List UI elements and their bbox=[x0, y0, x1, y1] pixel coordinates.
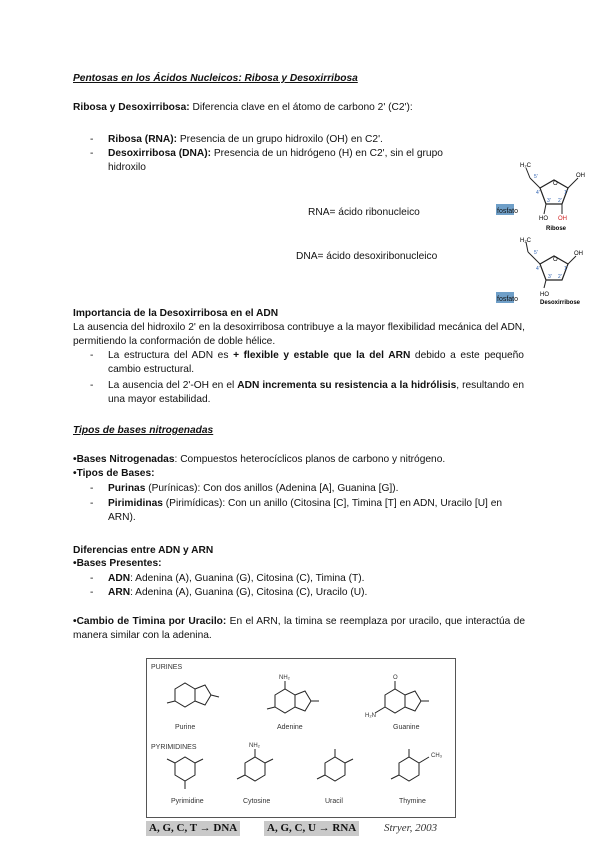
deoxy-tag: fosfato bbox=[497, 296, 519, 303]
bond bbox=[544, 204, 546, 214]
pyrimidines-rest: (Pirimídicas): Con un anillo (Citosina [C], Timina [T] en ADN, Uracilo [U] en ARN). bbox=[108, 498, 503, 523]
section4-title: Diferencias entre ADN y ARN bbox=[73, 545, 214, 556]
guanine-label: Guanine bbox=[393, 724, 420, 731]
dash: - bbox=[90, 498, 94, 509]
cytosine-structure bbox=[237, 749, 273, 781]
ribose-tag: fosfato bbox=[497, 208, 519, 215]
ho-label: HO bbox=[540, 292, 549, 298]
deoxy-caption: Desoxirribose bbox=[540, 300, 581, 306]
guanine-structure bbox=[365, 675, 429, 719]
arn-bold: ARN bbox=[108, 587, 131, 598]
pyrimidines-header: PYRIMIDINES bbox=[151, 744, 197, 751]
hydrolysis-bullet bbox=[108, 379, 524, 406]
section2-paragraph: La ausencia del hidroxilo 2' en la desoxirribosa contribuye a la mayor flexibilidad mecánica del ADN, permitiendo la conformación de doble hélice. bbox=[73, 322, 525, 347]
c5-label: 5' bbox=[534, 174, 538, 180]
ch2-label: H₂C bbox=[520, 238, 531, 244]
dash: - bbox=[90, 380, 94, 391]
pyrimidine-structure bbox=[167, 757, 203, 789]
dna-label: DNA= ácido desoxiribonucleico bbox=[296, 251, 438, 262]
ho-label: HO bbox=[539, 216, 548, 222]
c4-label: 4' bbox=[536, 190, 540, 196]
ribose-rest: Presencia de un grupo hidroxilo (OH) en C2'. bbox=[177, 134, 383, 145]
figure-credit: Stryer, 2003 bbox=[384, 822, 438, 834]
c2-label: 2' bbox=[558, 198, 562, 204]
c1-label: 1' bbox=[564, 190, 568, 196]
ribose-caption: Ribose bbox=[546, 226, 567, 232]
ring-o: O bbox=[553, 181, 558, 187]
deoxyribose-bullet-cont: hidroxilo bbox=[108, 162, 146, 173]
purines-rest: (Purínicas): Con dos anillos (Adenina [A], Guanina [G]). bbox=[145, 483, 399, 494]
flex-bold: + flexible y estable que la del ARN bbox=[233, 350, 411, 361]
cytosine-nh2: NH₂ bbox=[249, 743, 260, 749]
bond bbox=[568, 256, 576, 264]
bases-figure bbox=[146, 658, 456, 818]
bases-figure-svg bbox=[147, 659, 455, 817]
bases-present-heading: •Bases Presentes: bbox=[73, 558, 162, 569]
dash: - bbox=[90, 587, 94, 598]
pyrimidine-label: Pyrimidine bbox=[171, 798, 204, 805]
types-heading: •Tipos de Bases: bbox=[73, 468, 155, 479]
hydro-a: La ausencia del 2'-OH en el bbox=[108, 380, 238, 391]
ribose-bullet bbox=[108, 133, 498, 147]
pyrimidines-item bbox=[108, 497, 526, 524]
dash: - bbox=[90, 350, 94, 361]
deoxyribose-structure bbox=[496, 236, 586, 306]
oh2-label: OH bbox=[558, 216, 567, 222]
c5-label: 5' bbox=[534, 250, 538, 256]
purines-item bbox=[108, 482, 528, 496]
c4-label: 4' bbox=[536, 266, 540, 272]
flex-bullet bbox=[108, 349, 524, 376]
bases-rest: : Compuestos heterocíclicos planos de carbono y nitrógeno. bbox=[174, 454, 446, 465]
flex-a: La estructura del ADN es bbox=[108, 350, 234, 361]
section1-intro bbox=[73, 101, 413, 115]
intro-bold: Ribosa y Desoxirribosa: bbox=[73, 102, 190, 113]
dash: - bbox=[90, 134, 94, 145]
dash: - bbox=[90, 573, 94, 584]
svg-text:O: O bbox=[393, 675, 398, 681]
bond bbox=[568, 178, 578, 188]
bases-definition bbox=[73, 453, 445, 467]
adenine-nh2: NH₂ bbox=[279, 675, 290, 681]
svg-text:H₂N: H₂N bbox=[365, 713, 376, 719]
purine-structure bbox=[167, 683, 219, 707]
deoxy-rest: Presencia de un hidrógeno (H) en C2', sin el grupo bbox=[211, 148, 443, 159]
hydro-bold: ADN incrementa su resistencia a la hidrólisis bbox=[237, 380, 457, 391]
section1-title: Pentosas en los Ácidos Nucleicos: Ribosa y Desoxirribosa bbox=[73, 73, 358, 84]
arn-bases bbox=[108, 586, 528, 600]
bond bbox=[544, 280, 546, 288]
arn-rest: : Adenina (A), Guanina (G), Citosina (C), Uracilo (U). bbox=[130, 587, 368, 598]
purines-bold: Purinas bbox=[108, 483, 146, 494]
ribose-bold: Ribosa (RNA): bbox=[108, 134, 178, 145]
uracil-label: Uracil bbox=[325, 798, 343, 805]
bases-bold: •Bases Nitrogenadas bbox=[73, 454, 175, 465]
flex-c: debido a este pequeño cambio estructural. bbox=[108, 350, 524, 375]
adn-rest: : Adenina (A), Guanina (G), Citosina (C), Timina (T). bbox=[130, 573, 365, 584]
oh-label: OH bbox=[574, 251, 583, 257]
adenine-structure bbox=[267, 681, 319, 713]
adn-bases bbox=[108, 572, 528, 586]
deoxyribose-bullet bbox=[108, 147, 490, 161]
thymine-uracil-paragraph bbox=[73, 615, 525, 642]
dash: - bbox=[90, 148, 94, 159]
uracil-structure bbox=[317, 749, 353, 781]
c2-label: 2' bbox=[558, 274, 562, 280]
pyrimidines-bold: Pirimidinas bbox=[108, 498, 163, 509]
c3-label: 3' bbox=[548, 274, 552, 280]
cambio-rest: En el ARN, la timina se reemplaza por uracilo, que interactúa de manera similar con la adenina. bbox=[73, 616, 525, 641]
ch2-label: H₂C bbox=[520, 163, 531, 169]
adn-bold: ADN bbox=[108, 573, 131, 584]
ribose-structure bbox=[496, 158, 586, 234]
rna-label: RNA= ácido ribonucleico bbox=[308, 207, 420, 218]
dna-bases-band: A, G, C, T → DNA bbox=[146, 821, 240, 836]
dash: - bbox=[90, 483, 94, 494]
ring-o: O bbox=[553, 257, 558, 263]
c1-label: 1' bbox=[564, 266, 568, 272]
deoxy-bold: Desoxirribosa (DNA): bbox=[108, 148, 212, 159]
adenine-label: Adenine bbox=[277, 724, 303, 731]
intro-rest: Diferencia clave en el átomo de carbono 2' (C2'): bbox=[189, 102, 413, 113]
cambio-bold: •Cambio de Timina por Uracilo: bbox=[73, 616, 227, 627]
hydro-c: , resultando en una mayor estabilidad. bbox=[108, 380, 525, 405]
thymine-label: Thymine bbox=[399, 798, 426, 805]
thymine-structure bbox=[391, 749, 443, 781]
section3-title: Tipos de bases nitrogenadas bbox=[73, 425, 214, 436]
purine-label: Purine bbox=[175, 724, 196, 731]
svg-text:CH₃: CH₃ bbox=[431, 753, 443, 759]
bond bbox=[526, 168, 530, 178]
section2-title: Importancia de la Desoxirribosa en el ADN bbox=[73, 308, 279, 319]
purines-header: PURINES bbox=[151, 664, 183, 671]
cytosine-label: Cytosine bbox=[243, 798, 271, 805]
c3-label: 3' bbox=[547, 198, 551, 204]
rna-bases-band: A, G, C, U → RNA bbox=[264, 821, 359, 836]
oh-label: OH bbox=[576, 173, 585, 179]
